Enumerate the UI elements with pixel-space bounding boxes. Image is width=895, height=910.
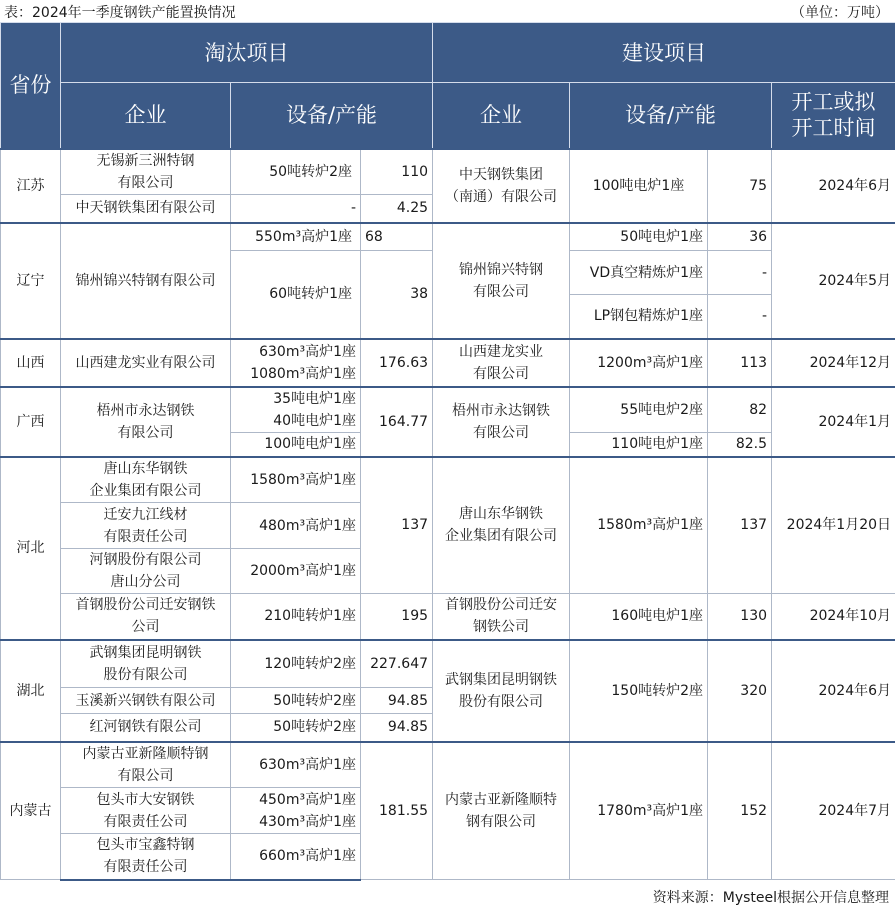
build-capacity-cell: - xyxy=(708,251,772,295)
build-company-cell: 锦州锦兴特钢 有限公司 xyxy=(433,223,570,339)
start-time-cell: 2024年6月 xyxy=(772,640,895,742)
table-row xyxy=(1,594,895,640)
eliminate-equipment-cell: 630m³高炉1座 1080m³高炉1座 xyxy=(231,339,361,387)
eliminate-company-cell: 无锡新三洲特钢 有限公司 xyxy=(61,149,231,195)
build-equipment-cell: 55吨电炉2座 xyxy=(570,387,708,433)
build-company-cell: 武钢集团昆明钢铁 股份有限公司 xyxy=(433,640,570,742)
build-equipment-cell: 150吨转炉2座 xyxy=(570,640,708,742)
build-capacity-cell: 130 xyxy=(708,594,772,640)
build-equipment-cell: 1780m³高炉1座 xyxy=(570,742,708,880)
eliminate-company-cell: 山西建龙实业有限公司 xyxy=(61,339,231,387)
build-equipment-cell: 50吨电炉1座 xyxy=(570,223,708,251)
eliminate-equipment-cell: 2000m³高炉1座 xyxy=(231,549,361,594)
build-company-cell: 中天钢铁集团 （南通）有限公司 xyxy=(433,149,570,223)
eliminate-company-cell: 首钢股份公司迁安钢铁 公司 xyxy=(61,594,231,640)
eliminate-equipment-cell: 60吨转炉1座 xyxy=(231,251,361,339)
eliminate-company-cell: 包头市大安钢铁 有限责任公司 xyxy=(61,788,231,834)
capacity-replacement-table xyxy=(0,22,895,881)
table-row xyxy=(1,640,895,688)
table-row xyxy=(1,742,895,788)
build-equipment-cell: 1200m³高炉1座 xyxy=(570,339,708,387)
build-equipment-cell: 100吨电炉1座 xyxy=(570,149,708,223)
start-time-cell: 2024年5月 xyxy=(772,223,895,339)
eliminate-capacity-cell: 68 xyxy=(361,223,433,251)
eliminate-company-cell: 锦州锦兴特钢有限公司 xyxy=(61,223,231,339)
build-capacity-cell: 152 xyxy=(708,742,772,880)
build-capacity-cell: 82.5 xyxy=(708,433,772,457)
eliminate-capacity-cell: 181.55 xyxy=(361,742,433,880)
eliminate-equipment-cell: 660m³高炉1座 xyxy=(231,834,361,880)
eliminate-company-cell: 梧州市永达钢铁 有限公司 xyxy=(61,387,231,457)
eliminate-equipment-cell: 550m³高炉1座 xyxy=(231,223,361,251)
eliminate-equipment-cell: 50吨转炉2座 xyxy=(231,149,361,195)
build-equipment-cell: 1580m³高炉1座 xyxy=(570,457,708,594)
province-cell: 内蒙古 xyxy=(1,742,61,880)
build-company-cell: 内蒙古亚新隆顺特 钢有限公司 xyxy=(433,742,570,880)
start-time-cell: 2024年12月 xyxy=(772,339,895,387)
eliminate-equipment-cell: 100吨电炉1座 xyxy=(231,433,361,457)
eliminate-equipment-cell: 1580m³高炉1座 xyxy=(231,457,361,503)
header-province: 省份 xyxy=(1,23,61,149)
header-build-equipment: 设备/产能 xyxy=(570,83,772,149)
eliminate-equipment-cell: 210吨转炉1座 xyxy=(231,594,361,640)
build-capacity-cell: - xyxy=(708,295,772,339)
start-time-cell: 2024年6月 xyxy=(772,149,895,223)
unit-label: （单位：万吨） xyxy=(791,5,889,21)
build-capacity-cell: 36 xyxy=(708,223,772,251)
build-equipment-cell: 110吨电炉1座 xyxy=(570,433,708,457)
eliminate-equipment-cell: 50吨转炉2座 xyxy=(231,688,361,714)
start-time-cell: 2024年1月20日 xyxy=(772,457,895,594)
eliminate-company-cell: 中天钢铁集团有限公司 xyxy=(61,195,231,223)
header-eliminate: 淘汰项目 xyxy=(61,23,433,83)
header-start-time: 开工或拟 开工时间 xyxy=(772,83,895,149)
eliminate-equipment-cell: 630m³高炉1座 xyxy=(231,742,361,788)
eliminate-equipment-cell: 50吨转炉2座 xyxy=(231,714,361,742)
eliminate-company-cell: 唐山东华钢铁 企业集团有限公司 xyxy=(61,457,231,503)
build-company-cell: 唐山东华钢铁 企业集团有限公司 xyxy=(433,457,570,594)
eliminate-company-cell: 河钢股份有限公司 唐山分公司 xyxy=(61,549,231,594)
eliminate-company-cell: 玉溪新兴钢铁有限公司 xyxy=(61,688,231,714)
start-time-cell: 2024年7月 xyxy=(772,742,895,880)
province-cell: 江苏 xyxy=(1,149,61,223)
build-capacity-cell: 320 xyxy=(708,640,772,742)
table-row xyxy=(1,387,895,433)
eliminate-capacity-cell: 110 xyxy=(361,149,433,195)
header-eliminate-company: 企业 xyxy=(61,83,231,149)
eliminate-equipment-cell: - xyxy=(231,195,361,223)
eliminate-company-cell: 红河钢铁有限公司 xyxy=(61,714,231,742)
header-build-company: 企业 xyxy=(433,83,570,149)
header-eliminate-equipment: 设备/产能 xyxy=(231,83,433,149)
build-equipment-cell: 160吨电炉1座 xyxy=(570,594,708,640)
eliminate-equipment-cell: 450m³高炉1座 430m³高炉1座 xyxy=(231,788,361,834)
start-time-cell: 2024年10月 xyxy=(772,594,895,640)
build-company-cell: 梧州市永达钢铁 有限公司 xyxy=(433,387,570,457)
province-cell: 辽宁 xyxy=(1,223,61,339)
eliminate-company-cell: 武钢集团昆明钢铁 股份有限公司 xyxy=(61,640,231,688)
province-cell: 湖北 xyxy=(1,640,61,742)
eliminate-capacity-cell: 164.77 xyxy=(361,387,433,457)
eliminate-capacity-cell: 176.63 xyxy=(361,339,433,387)
table-row xyxy=(1,149,895,195)
build-equipment-cell: VD真空精炼炉1座 xyxy=(570,251,708,295)
table-row xyxy=(1,223,895,251)
eliminate-equipment-cell: 35吨电炉1座 40吨电炉1座 xyxy=(231,387,361,433)
eliminate-capacity-cell: 94.85 xyxy=(361,714,433,742)
eliminate-equipment-cell: 120吨转炉2座 xyxy=(231,640,361,688)
eliminate-company-cell: 内蒙古亚新隆顺特钢 有限公司 xyxy=(61,742,231,788)
eliminate-equipment-cell: 480m³高炉1座 xyxy=(231,503,361,549)
eliminate-capacity-cell: 38 xyxy=(361,251,433,339)
eliminate-capacity-cell: 195 xyxy=(361,594,433,640)
eliminate-capacity-cell: 137 xyxy=(361,457,433,594)
eliminate-capacity-cell: 94.85 xyxy=(361,688,433,714)
source-note: 资料来源：Mysteel根据公开信息整理 xyxy=(652,890,889,906)
header-build: 建设项目 xyxy=(433,23,895,83)
eliminate-company-cell: 包头市宝鑫特钢 有限责任公司 xyxy=(61,834,231,880)
build-capacity-cell: 113 xyxy=(708,339,772,387)
eliminate-capacity-cell: 227.647 xyxy=(361,640,433,688)
build-capacity-cell: 82 xyxy=(708,387,772,433)
build-company-cell: 首钢股份公司迁安 钢铁公司 xyxy=(433,594,570,640)
table-row xyxy=(1,457,895,503)
table-row xyxy=(1,339,895,387)
build-capacity-cell: 137 xyxy=(708,457,772,594)
eliminate-capacity-cell: 4.25 xyxy=(361,195,433,223)
build-equipment-cell: LP钢包精炼炉1座 xyxy=(570,295,708,339)
caption-row xyxy=(0,0,895,22)
table-caption: 表：2024年一季度钢铁产能置换情况 xyxy=(4,5,236,21)
province-cell: 广西 xyxy=(1,387,61,457)
eliminate-company-cell: 迁安九江线材 有限责任公司 xyxy=(61,503,231,549)
build-capacity-cell: 75 xyxy=(708,149,772,223)
province-cell: 山西 xyxy=(1,339,61,387)
start-time-cell: 2024年1月 xyxy=(772,387,895,457)
build-company-cell: 山西建龙实业 有限公司 xyxy=(433,339,570,387)
province-cell: 河北 xyxy=(1,457,61,640)
